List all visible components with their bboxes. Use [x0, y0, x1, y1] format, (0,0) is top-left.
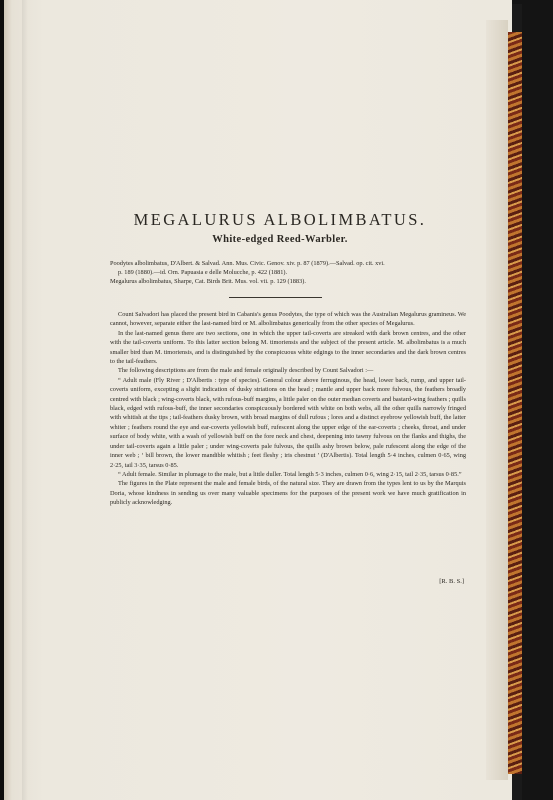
body-paragraph: “ Adult female. Similar in plumage to the male, but a little duller. Total length 5·3 inches, culmen 0·6, wing 2·15, tail 2·35, tarsus 0·85.”	[118, 470, 462, 478]
common-name: White-edged Reed-Warbler.	[212, 234, 348, 245]
body-paragraph: “ Adult male (Fly River ; D'Albertis : type of species). General colour above ferruginous, the head, lower back, rump, and upper tail-coverts uniform, excepting a slight indication of dusky striations on the head ; mantle and upper back more fulvous, the feathers broadly centred with black ; wing-coverts black, with rufous-buff margins, a little paler on the outer median coverts and bastard-wing feathers ; quills black, edged with rufous-buff, the inner secondaries conspicuously bordered with white on both webs, all the other quills narrowly fringed with whitish at the tips ; tail-feathers dusky brown, with broad margins of dull rufous ; lores and a distinct eyebrow yellowish buff, the latter whiter ; feathers round the eye and ear-coverts yellowish buff, rufescent along the upper edge of the ear-coverts ; cheeks, throat, and under surface of body white, with a wash of yellowish buff on the fore neck and chest, deepening into tawny fulvous on the flanks and thighs, the under tail-coverts again a little paler ; under wing-coverts pale fulvous, the quills ashy brown below, pale rufescent along the edge of the inner web ; ‘ bill brown, the lower mandible whitish ; feet fleshy ; iris chestnut ’ (D'Albertis). Total length 5·4 inches, culmen 0·65, wing 2·25, tail 3·35, tarsus 0·85.	[110, 376, 466, 469]
article-body	[110, 310, 466, 508]
body-paragraph: In the last-named genus there are two sections, one in which the upper tail-coverts are streaked with dark brown centres, and the other with the tail-coverts uniform. To this latter section belong M. timoriensis and the subject of the present article. M. albolimbatus is a much smaller bird than M. timoriensis, and is distinguished by the conspicuous white edgings to the inner secondaries and the dark brown centres to the tail-feathers.	[110, 329, 466, 366]
synonymy-line: Megalurus albolimbatus, Sharpe, Cat. Birds Brit. Mus. vol. vii. p. 129 (1883).	[110, 278, 306, 286]
synonymy-line: p. 189 (1880).—id. Orn. Papuasia e delle Molucche, p. 422 (1881).	[118, 269, 288, 277]
right-background	[522, 0, 553, 800]
divider-rule	[229, 297, 322, 298]
page-edge	[486, 20, 508, 780]
body-paragraph: Count Salvadori has placed the present bird in Cabanis's genus Poodytes, the type of which was the Australian Megalurus gramineus. We cannot, however, separate either the last-named bird or M. albolimbatus generically from the other species of Megalurus.	[110, 311, 466, 328]
synonymy-block	[110, 259, 470, 287]
binding-fold	[22, 0, 28, 800]
marbled-endpaper	[508, 32, 522, 774]
synonymy-line: Poodytes albolimbatus, D'Albert. & Salvad. Ann. Mus. Civic. Genov. xiv. p. 87 (1879).—Salvad. op. cit. xvi.	[110, 260, 385, 267]
body-paragraph: The following descriptions are from the male and female originally described by Count Salvadori :—	[118, 367, 374, 375]
author-initials: [R. B. S.]	[439, 578, 464, 585]
species-title: MEGALURUS ALBOLIMBATUS.	[133, 210, 427, 229]
body-paragraph: The figures in the Plate represent the male and female birds, of the natural size. They are drawn from the types lent to us by the Marquis Doria, whose kindness in sending us over many valuable specimens for the purposes of the present work we have much gratification in publicly acknowledging.	[110, 480, 466, 507]
